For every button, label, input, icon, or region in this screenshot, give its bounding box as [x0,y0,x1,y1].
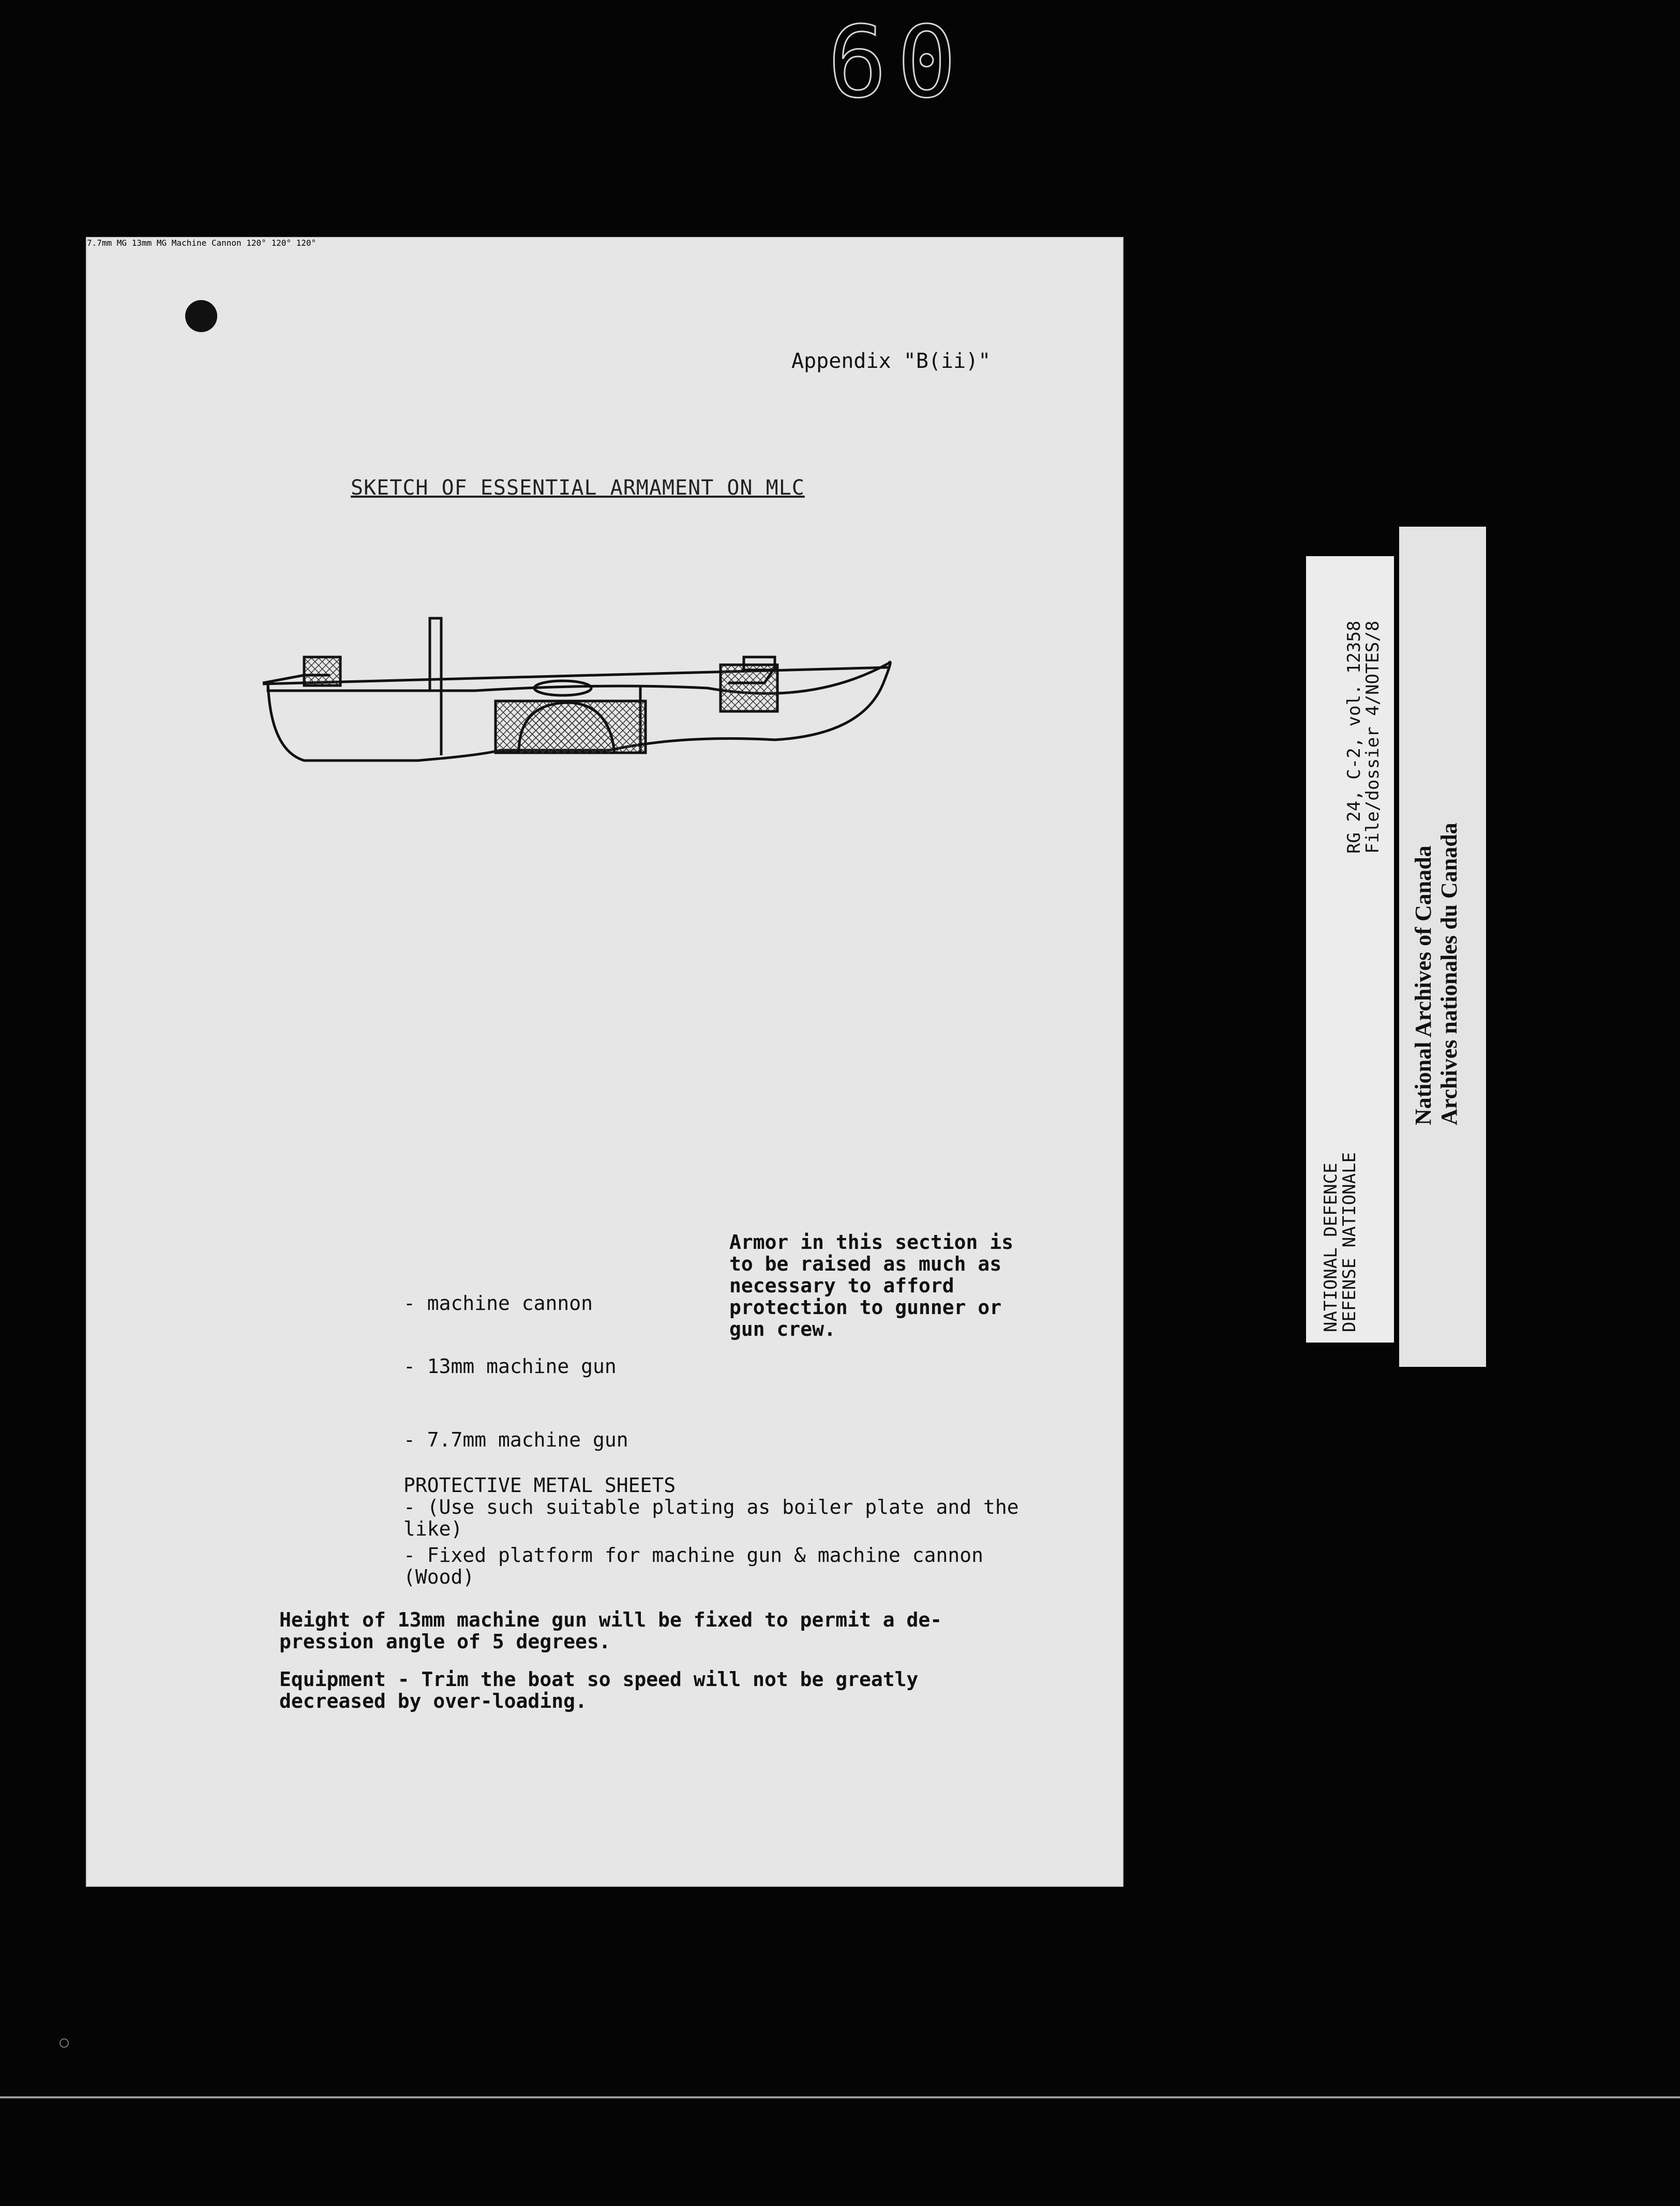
ref-line-2: File/dossier 4/NOTES/8 [1362,620,1383,854]
archives-english: National Archives of Canada [1411,845,1436,1125]
label-13mm-mg: 13mm MG [131,238,167,248]
legend-item-text: - 13mm machine gun [403,1355,617,1378]
angle-top: 120° [246,238,266,248]
armor-note: Armor in this section is to be raised as much as necessary to afford protection to gunner or gun crew. [729,1231,1014,1340]
boat-side-view [263,618,890,761]
angle-bottom: 120° [296,238,317,248]
dept-line-english: NATIONAL DEFENCE [1321,1162,1341,1332]
archives-french: Archives nationales du Canada [1436,823,1462,1125]
film-edge-line [0,2096,1680,2098]
label-machine-cannon: Machine Cannon [171,238,242,248]
archives-name-label [1411,823,1462,1125]
archive-reference-label [1345,621,1382,854]
label-77mm-mg: 7.7mm MG [87,238,127,248]
ref-line-1: RG 24, C-2, vol. 12358 [1344,620,1364,854]
paragraph-height: Height of 13mm machine gun will be fixed to permit a de- pression angle of 5 degrees. [279,1608,942,1653]
dept-line-french: DEFENSE NATIONALE [1339,1152,1360,1332]
film-frame-number: 60 [828,5,967,120]
appendix-label: Appendix "B(ii)" [791,349,991,373]
legend-item-text: - 7.7mm machine gun [403,1428,628,1451]
legend-item-text: - Fixed platform for machine gun & machine cannon (Wood) [403,1544,984,1588]
sketch-title: SKETCH OF ESSENTIAL ARMAMENT ON MLC [351,476,805,500]
angle-left: 120° [271,238,291,248]
film-corner-mark [59,2038,69,2048]
paragraph-equipment: Equipment - Trim the boat so speed will not be greatly decreased by over-loading. [279,1668,919,1712]
archive-dept-label [1322,1152,1359,1332]
document-page [87,238,1122,1886]
legend-item-text: - machine cannon [403,1292,593,1315]
legend-item-text: PROTECTIVE METAL SHEETS - (Use such suitable plating as boiler plate and the like) [403,1474,1019,1540]
